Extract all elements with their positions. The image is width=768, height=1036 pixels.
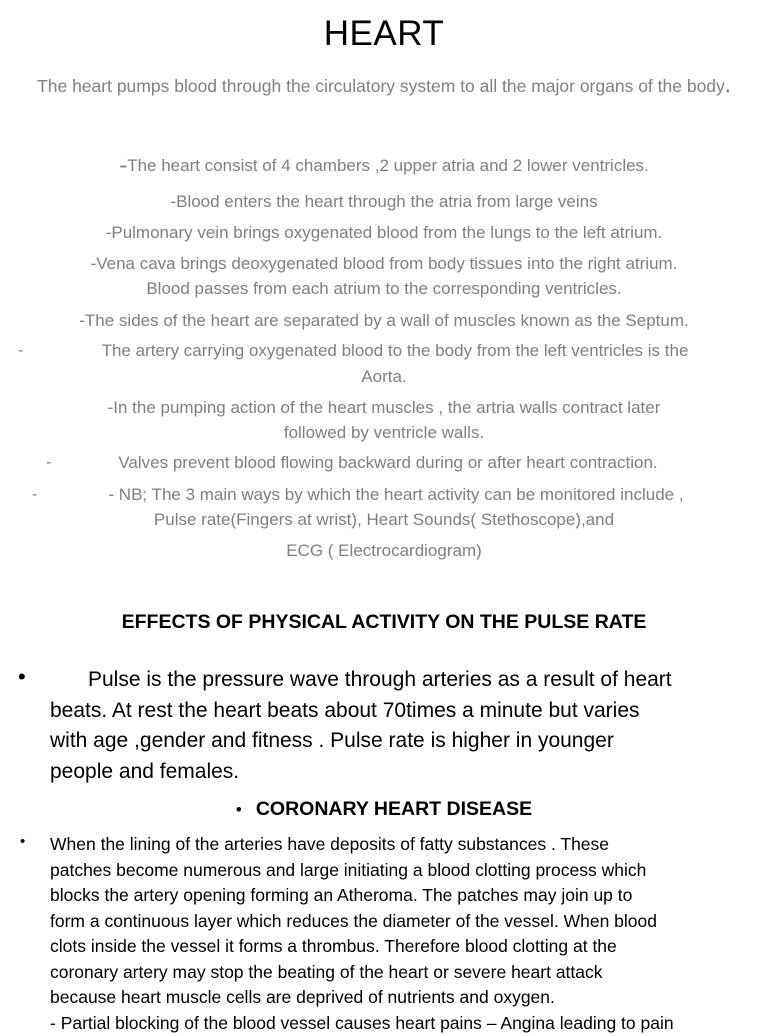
- bullet: •: [20, 833, 25, 850]
- bullet: •: [18, 664, 26, 690]
- coronary-line: blocks the artery opening forming an Atheroma. The patches may join up to: [50, 883, 762, 909]
- list-dash: -: [18, 338, 23, 363]
- section-heading-coronary: • CORONARY HEART DISEASE: [0, 798, 768, 821]
- line-text: The heart consist of 4 chambers ,2 upper atria and 2 lower ventricles.: [127, 156, 649, 175]
- gray-line-atria: -Blood enters the heart through the atria from large veins: [20, 189, 748, 214]
- pulse-paragraph: [50, 665, 762, 787]
- gray-line-pulmonary-vein: -Pulmonary vein brings oxygenated blood from the lungs to the left atrium.: [20, 220, 748, 245]
- coronary-line: - Partial blocking of the blood vessel causes heart pains – Angina leading to pain: [50, 1011, 762, 1036]
- pulse-line: beats. At rest the heart beats about 70times a minute but varies: [50, 696, 762, 727]
- coronary-line: clots inside the vessel it forms a thrombus. Therefore blood clotting at the: [50, 934, 762, 960]
- gray-line-valves: Valves prevent blood flowing backward during or after heart contraction.: [70, 450, 706, 475]
- gray-line-pumping: -In the pumping action of the heart muscles , the artria walls contract later: [20, 395, 748, 420]
- page-title: HEART: [0, 14, 768, 54]
- gray-line-ecg: ECG ( Electrocardiogram): [20, 538, 748, 563]
- coronary-line: coronary artery may stop the beating of the heart or severe heart attack: [50, 960, 762, 986]
- pulse-line: Pulse is the pressure wave through arteries as a result of heart: [50, 665, 762, 696]
- line-dash: -: [119, 152, 127, 179]
- intro-period: .: [725, 72, 731, 97]
- coronary-line: When the lining of the arteries have deposits of fatty substances . These: [50, 832, 762, 858]
- pulse-line: with age ,gender and fitness . Pulse rate is higher in younger: [50, 726, 762, 757]
- intro-paragraph: [20, 66, 748, 105]
- gray-line-septum: -The sides of the heart are separated by a wall of muscles known as the Septum.: [20, 308, 748, 333]
- coronary-paragraph: [50, 832, 762, 1036]
- intro-text: The heart pumps blood through the circulatory system to all the major organs of the body: [37, 76, 725, 96]
- list-dash: -: [46, 450, 51, 475]
- gray-line-ventricle-walls: followed by ventricle walls.: [20, 420, 748, 445]
- gray-line-vena-cava: -Vena cava brings deoxygenated blood from body tissues into the right atrium.: [20, 251, 748, 276]
- gray-line-chambers: [20, 153, 748, 178]
- section-heading-pulse-rate: EFFECTS OF PHYSICAL ACTIVITY ON THE PULSE RATE: [0, 611, 768, 634]
- coronary-line: because heart muscle cells are deprived of nutrients and oxygen.: [50, 985, 762, 1011]
- gray-line-atrium-ventricle: Blood passes from each atrium to the corresponding ventricles.: [20, 276, 748, 301]
- gray-line-nb: - NB; The 3 main ways by which the heart activity can be monitored include ,: [56, 482, 736, 507]
- list-dash: -: [32, 482, 37, 507]
- bullet: •: [236, 800, 242, 819]
- gray-line-pulse-sounds: Pulse rate(Fingers at wrist), Heart Sounds( Stethoscope),and: [20, 507, 748, 532]
- coronary-line: form a continuous layer which reduces the diameter of the vessel. When blood: [50, 909, 762, 935]
- gray-line-aorta: Aorta.: [20, 364, 748, 389]
- pulse-line: people and females.: [50, 757, 762, 788]
- coronary-line: patches become numerous and large initiating a blood clotting process which: [50, 858, 762, 884]
- gray-line-artery: The artery carrying oxygenated blood to the body from the left ventricles is the: [42, 338, 748, 363]
